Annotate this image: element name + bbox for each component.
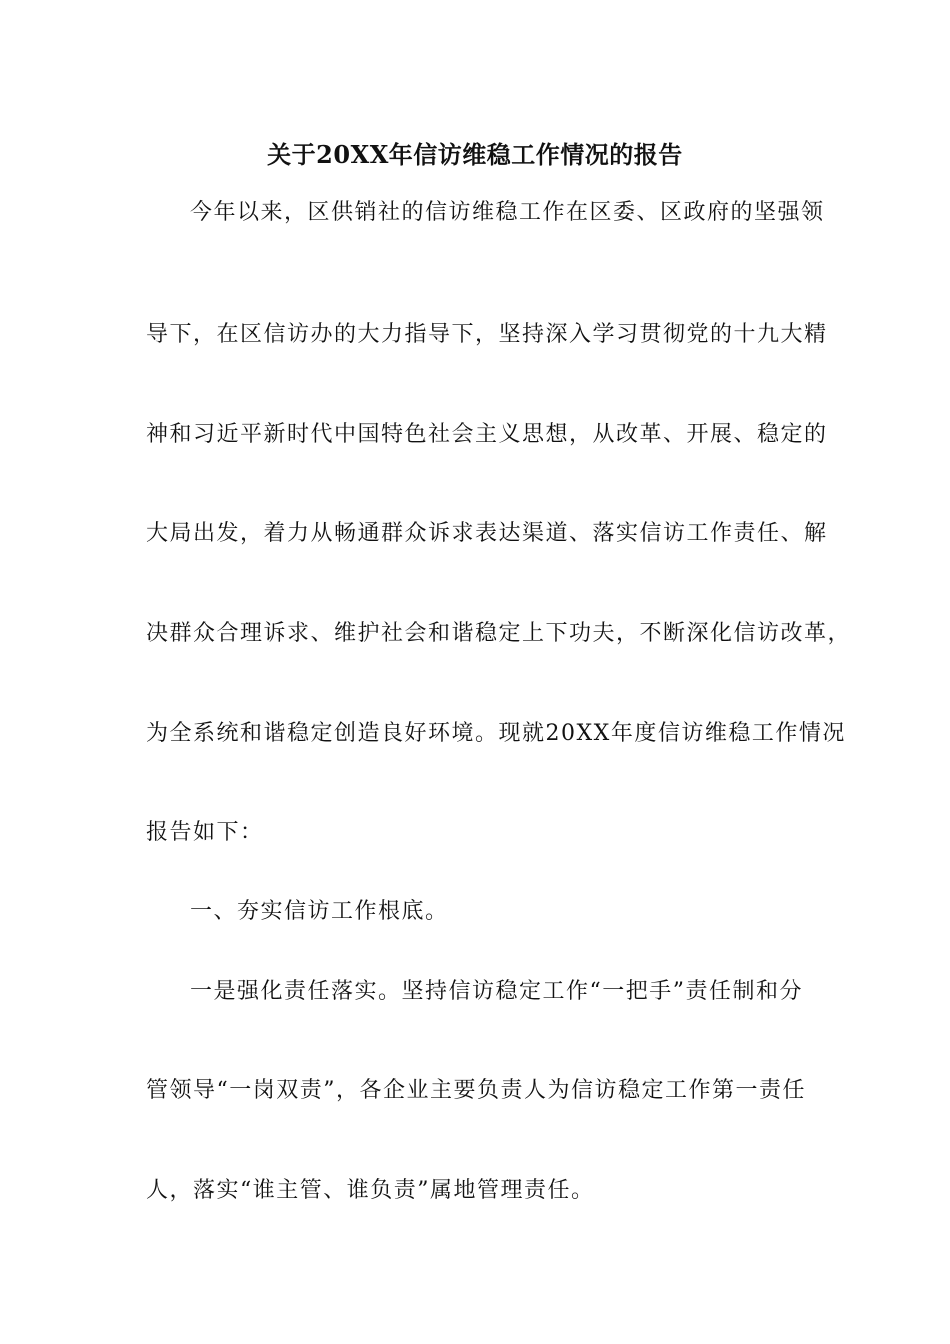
paragraph-line: 管领导“一岗双责”，各企业主要负责人为信访稳定工作第一责任 [146,1078,806,1103]
paragraph-line: 神和习近平新时代中国特色社会主义思想，从改革、开展、稳定的 [146,422,828,447]
paragraph-line: 一是强化责任落实。坚持信访稳定工作“一把手”责任制和分 [190,979,803,1004]
document-title: 关于20XX年信访维稳工作情况的报告 [267,140,683,169]
paragraph-line: 报告如下： [146,820,264,845]
paragraph-line: 导下，在区信访办的大力指导下，坚持深入学习贯彻党的十九大精 [146,322,828,347]
paragraph-line: 大局出发，着力从畅通群众诉求表达渠道、落实信访工作责任、解 [146,521,828,546]
section-heading: 一、夯实信访工作根底。 [190,899,449,924]
paragraph-line: 为全系统和谐稳定创造良好环境。现就20XX年度信访维稳工作情况 [146,721,846,746]
paragraph-line: 人，落实“谁主管、谁负责”属地管理责任。 [146,1178,595,1203]
paragraph-line: 决群众合理诉求、维护社会和谐稳定上下功夫，不断深化信访改革， [146,621,852,646]
paragraph-line: 今年以来，区供销社的信访维稳工作在区委、区政府的坚强领 [190,200,825,225]
